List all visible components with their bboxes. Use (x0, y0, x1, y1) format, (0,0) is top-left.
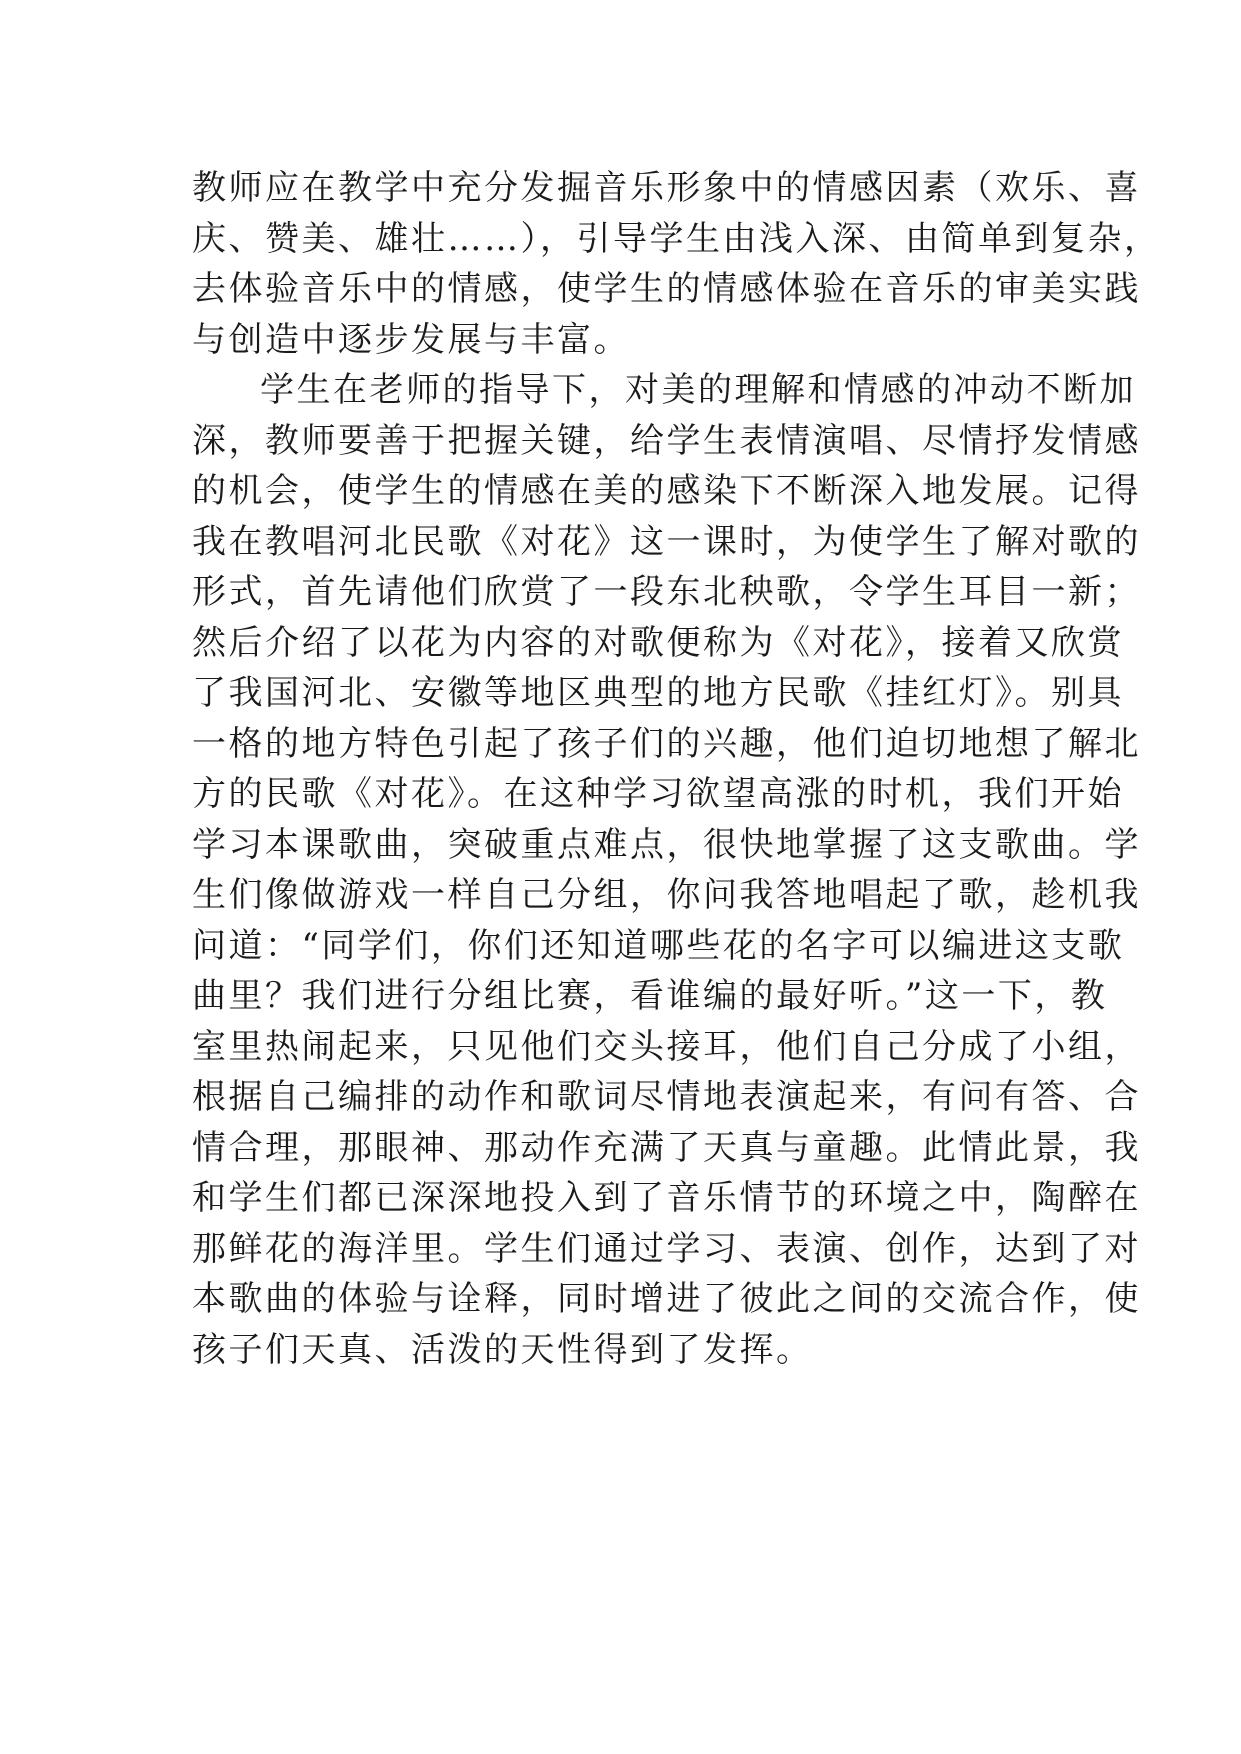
text-line: 庆、赞美、雄壮……），引导学生由浅入深、由简单到复杂， (192, 218, 1161, 259)
text-line: 形式，首先请他们欣赏了一段东北秧歌，令学生耳目一新； (192, 572, 1141, 612)
text-line: 问道：“同学们，你们还知道哪些花的名字可以编进这支歌 (192, 925, 1125, 966)
text-line: 本歌曲的体验与诠释，同时增进了彼此之间的交流合作，使 (192, 1279, 1141, 1319)
text-line: 方的民歌《对花》。在这种学习欲望高涨的时机，我们开始 (192, 774, 1124, 814)
text-line: 和学生们都已深深地投入到了音乐情节的环境之中，陶醉在 (192, 1178, 1141, 1218)
text-line: 了我国河北、安徽等地区典型的地方民歌《挂红灯》。别具 (192, 673, 1124, 713)
text-line: 室里热闹起来，只见他们交头接耳，他们自己分成了小组， (192, 1026, 1141, 1067)
document-page (192, 163, 1161, 1375)
text-line: 我在教唱河北民歌《对花》这一课时，为使学生了解对歌的 (192, 521, 1141, 562)
paragraph-1 (192, 163, 1161, 365)
text-line: 学习本课歌曲，突破重点难点，很快地掌握了这支歌曲。学 (192, 824, 1141, 865)
text-line: 的机会，使学生的情感在美的感染下不断深入地发展。记得 (192, 471, 1141, 511)
text-line: 去体验音乐中的情感，使学生的情感体验在音乐的审美实践 (192, 269, 1141, 309)
text-line: 情合理，那眼神、那动作充满了天真与童趣。此情此景，我 (192, 1127, 1141, 1168)
text-line: 生们像做游戏一样自己分组，你问我答地唱起了歌，趁机我 (192, 875, 1141, 915)
text-line: 学生在老师的指导下，对美的理解和情感的冲动不断加 (260, 370, 1136, 410)
text-line: 孩子们天真、活泼的天性得到了发挥。 (192, 1329, 813, 1370)
text-line: 深，教师要善于把握关键，给学生表情演唱、尽情抒发情感 (192, 420, 1141, 461)
text-line: 然后介绍了以花为内容的对歌便称为《对花》，接着又欣赏 (192, 622, 1124, 663)
text-line: 一格的地方特色引起了孩子们的兴趣，他们迫切地想了解北 (192, 723, 1141, 764)
paragraph-2 (192, 365, 1141, 1375)
text-line: 根据自己编排的动作和歌词尽情地表演起来，有问有答、合 (192, 1077, 1141, 1117)
text-line: 与创造中逐步发展与丰富。 (192, 319, 630, 360)
text-line: 那鲜花的海洋里。学生们通过学习、表演、创作，达到了对 (192, 1228, 1141, 1269)
text-line: 教师应在教学中充分发掘音乐形象中的情感因素（欢乐、喜 (192, 168, 1141, 208)
text-line: 曲里？我们进行分组比赛，看谁编的最好听。”这一下，教 (192, 976, 1108, 1016)
